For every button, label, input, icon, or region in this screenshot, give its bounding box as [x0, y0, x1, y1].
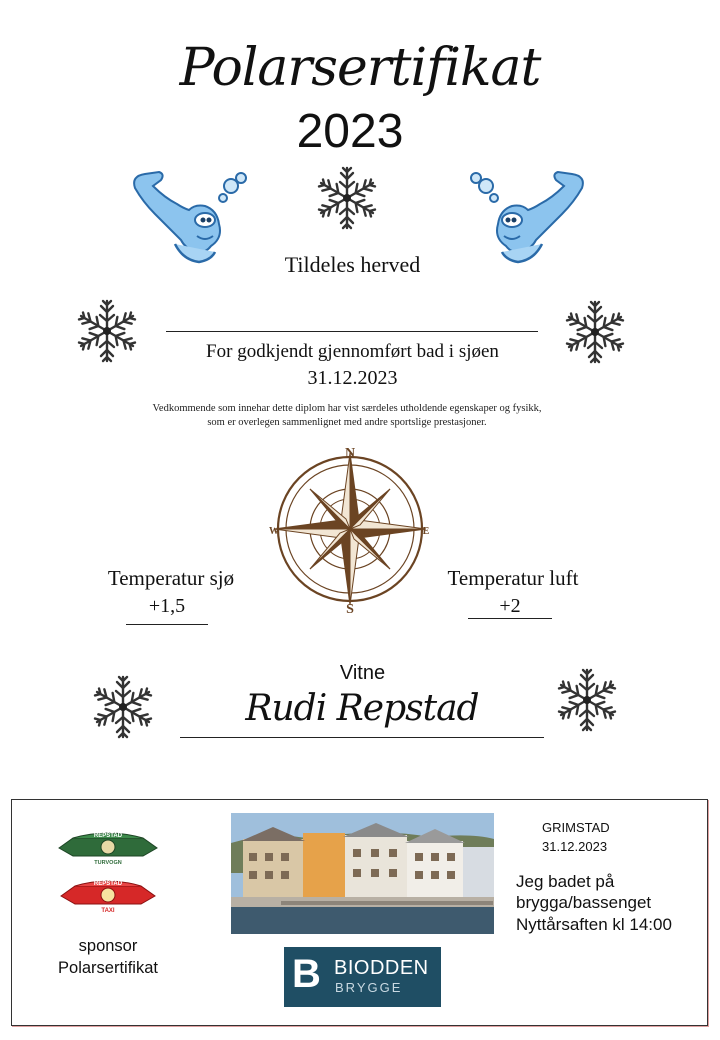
snowflake-icon	[314, 165, 380, 231]
bathed-line-2: brygga/bassenget	[516, 893, 652, 912]
recipient-name-line	[166, 331, 538, 332]
sea-temperature-value: +1,5	[148, 595, 186, 617]
air-temperature-label: Temperatur luft	[447, 566, 579, 590]
witness-signature: Rudi Repstad	[245, 688, 479, 729]
compass-north-label: N	[344, 446, 356, 461]
compass-rose-icon	[268, 445, 432, 613]
witness-signature-line	[180, 737, 544, 738]
description-line-1: Vedkommende som innehar dette diplom har vist særdeles utholdende egenskaper og fysikk,	[152, 403, 542, 414]
air-temperature-line	[468, 618, 552, 619]
logo-turvogn-top: REPSTAD	[93, 833, 123, 839]
place-date: 31.12.2023	[542, 839, 608, 854]
compass-south-label: S	[346, 602, 354, 613]
certificate-year: 2023	[296, 105, 404, 158]
compass-west-label: W	[269, 526, 279, 537]
logo-taxi-top: REPSTAD	[93, 881, 123, 887]
bathed-line-3: Nyttårsaften kl 14:00	[516, 915, 672, 934]
sea-temperature-line	[126, 624, 208, 625]
logo-taxi-bottom: TAXI	[101, 908, 115, 914]
repstad-taxi-logo	[59, 874, 157, 916]
harbour-photo	[231, 813, 494, 934]
certificate-title: Polarsertifikat	[179, 38, 541, 98]
air-temperature-value: +2	[499, 595, 521, 617]
biodden-brand-name: BIODDEN	[334, 957, 429, 979]
logo-turvogn-bottom: TURVOGN	[94, 860, 122, 866]
place-label: GRIMSTAD	[542, 820, 610, 835]
compass-east-label: E	[422, 526, 430, 537]
sponsor-label: sponsor	[78, 937, 138, 955]
sea-temperature-label: Temperatur sjø	[107, 566, 235, 590]
sponsor-certificate-label: Polarsertifikat	[58, 959, 158, 977]
biodden-brand-sub: BRYGGE	[335, 980, 403, 995]
repstad-turvogn-logo	[55, 826, 161, 868]
awarded-text: Tildeles herved	[284, 252, 421, 277]
witness-label: Vitne	[339, 662, 386, 684]
biodden-logo-mark: B	[292, 952, 321, 996]
description-line-2: som er overlegen sammenlignet med andre sportslige prestasjoner.	[207, 417, 487, 428]
certificate-date: 31.12.2023	[307, 367, 398, 389]
bathed-line-1: Jeg badet på	[516, 872, 615, 891]
approval-text: For godkjendt gjennomført bad i sjøen	[206, 341, 499, 362]
